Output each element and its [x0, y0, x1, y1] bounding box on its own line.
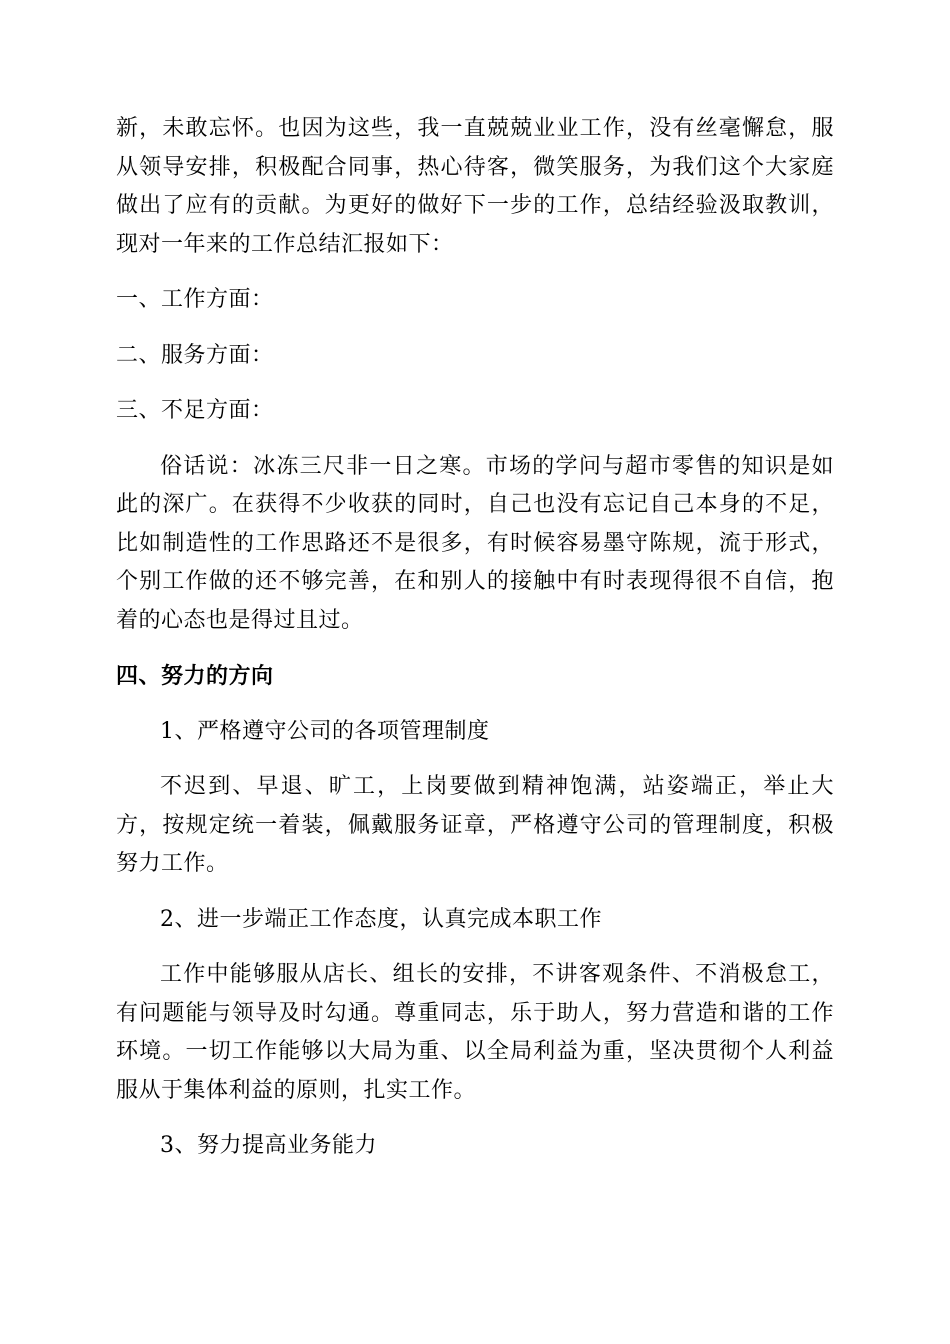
subheading-ability: 3、努力提高业务能力	[160, 1133, 377, 1158]
section-work: 一、工作方面：	[116, 287, 274, 312]
intro-paragraph: 新，未敢忘怀。也因为这些，我一直兢兢业业工作，没有丝毫懈怠，服从领导安排，积极配合同事，热心待客，微笑服务，为我们这个大家庭做出了应有的贡献。为更好的做好下一步的工作，总结经验汲取教训，现对一年来的工作总结汇报如下：	[116, 116, 834, 257]
attitude-paragraph: 工作中能够服从店长、组长的安排，不讲客观条件、不消极怠工，有问题能与领导及时勾通。尊重同志，乐于助人，努力营造和谐的工作环境。一切工作能够以大局为重、以全局利益为重，坚决贯彻个人利益服从于集体利益的原则，扎实工作。	[116, 962, 834, 1103]
shortcomings-paragraph: 俗话说：冰冻三尺非一日之寒。市场的学问与超市零售的知识是如此的深广。在获得不少收获的同时，自己也没有忘记自己本身的不足，比如制造性的工作思路还不是很多，有时候容易墨守陈规，流于形式，个别工作做的还不够完善，在和别人的接触中有时表现得很不自信，抱着的心态也是得过且过。	[116, 453, 834, 633]
section-shortcomings: 三、不足方面：	[116, 398, 274, 423]
subheading-rules: 1、严格遵守公司的各项管理制度	[160, 718, 490, 744]
rules-paragraph: 不迟到、早退、旷工，上岗要做到精神饱满，站姿端正，举止大方，按规定统一着装，佩戴服务证章，严格遵守公司的管理制度，积极努力工作。	[116, 774, 834, 876]
section-direction-heading: 四、努力的方向	[116, 663, 274, 689]
document-page	[116, 110, 834, 1166]
section-service: 二、服务方面：	[116, 342, 274, 368]
subheading-attitude: 2、进一步端正工作态度，认真完成本职工作	[160, 906, 602, 932]
